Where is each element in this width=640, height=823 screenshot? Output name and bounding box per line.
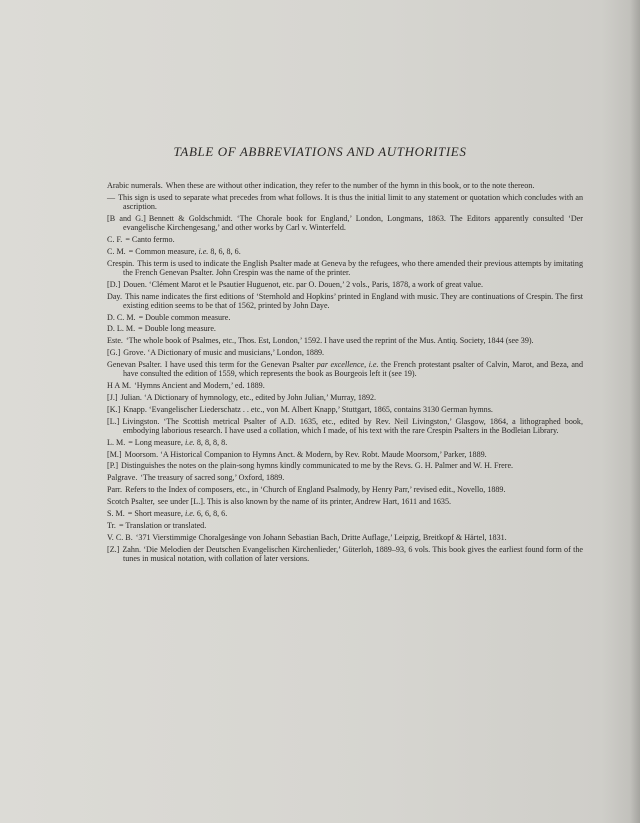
abbreviation-text: When these are without other indication, they refer to the number of the hymn in this book, or to the note thereon. [165,181,535,190]
abbreviation-key: Parr. [107,485,123,495]
abbreviation-key: H A M. [107,381,132,391]
abbreviation-key: [Z.] [107,544,120,554]
abbreviations-list [107,181,583,566]
abbreviation-entry [107,521,583,530]
abbreviation-text: = Translation or translated. [118,520,207,530]
abbreviation-text-tail: 6, 6, 8, 6. [196,509,228,519]
abbreviation-key: D. L. M. [107,324,136,334]
abbreviation-entry [107,533,583,542]
abbreviation-text: Zahn. ‘Die Melodien der Deutschen Evangelischen Kirchenlieder,’ Güterloh, 1889–93, 6 vols. This book gives the earliest found form of the tunes in musical notation, with collation of later versions. [122,544,583,563]
abbreviation-key: [M.] [107,449,122,459]
abbreviation-entry [107,405,583,414]
abbreviation-entry [107,181,583,190]
abbreviation-key: V. C. B. [107,532,133,542]
abbreviation-text-tail: the French protestant psalter of Calvin, Marot, and Beza, and have consulted the edition of 1559, which represents the book as Bourgeois left it (see 19). [123,360,584,379]
abbreviation-entry [107,259,583,277]
abbreviation-text: Douen. ‘Clément Marot et le Psautier Huguenot, etc. par O. Douen,’ 2 vols., Paris, 1878, a work of great value. [123,279,483,289]
abbreviation-text: = Double long measure. [138,324,216,334]
abbreviation-key: Crespin. [107,258,135,268]
abbreviation-entry [107,545,583,563]
abbreviation-key: [L.] [107,416,120,426]
abbreviation-entry [107,417,583,435]
abbreviation-key: Tr. [107,520,116,530]
abbreviation-entry [107,280,583,289]
abbreviation-entry [107,509,583,518]
page-edge-shadow [630,0,640,823]
abbreviation-key: Arabic numerals. [107,181,163,190]
abbreviation-entry [107,438,583,447]
abbreviation-text: Julian. ‘A Dictionary of hymnology, etc., edited by John Julian,’ Murray, 1892. [120,392,377,402]
abbreviation-text: = Double common measure. [138,312,231,322]
abbreviation-entry [107,360,583,378]
abbreviation-entry [107,235,583,244]
abbreviation-key: [P.] [107,461,119,471]
abbreviation-text: Livingston. ‘The Scottish metrical Psalter of A.D. 1635, etc., edited by Rev. Neil Livingston,’ Glasgow, 1864, a lithographed book, embodying laborious research. I have used a collation, which I made, of his text with the rare Crespin Psalters in the Bodleian Library. [122,416,583,435]
abbreviation-text: This sign is used to separate what precedes from what follows. It is thus the initial limit to any statement or quotation which concludes with an ascription. [118,192,583,211]
abbreviation-text: This term is used to indicate the English Psalter made at Geneva by the refugees, who there amended their previous attempts by imitating the French Genevan Psalter. John Crespin was the name of the printer. [123,258,583,277]
abbreviation-entry [107,381,583,390]
abbreviation-key: [J.] [107,392,118,402]
abbreviation-key: D. C. M. [107,312,136,322]
abbreviation-entry [107,193,583,211]
abbreviation-entry [107,336,583,345]
abbreviation-text: Bennett & Goldschmidt. ‘The Chorale book for England,’ London, Longmans, 1863. The Editors apparently consulted ‘Der evangelische Kirchengesang,’ and other works by Carl v. Winterfeld. [123,213,583,232]
abbreviation-text-tail: 8, 6, 8, 6. [210,246,241,256]
abbreviation-key: Este. [107,336,123,346]
abbreviation-text: see under [L.]. This is also known by the name of its printer, Andrew Hart, 1611 and 1635. [157,497,452,507]
abbreviation-entry [107,393,583,402]
abbreviation-italic: par excellence, i.e. [316,360,379,370]
abbreviation-entry [107,348,583,357]
abbreviation-text: = Common measure, [128,246,197,256]
abbreviation-text: This name indicates the first editions of ‘Sternhold and Hopkins’ printed in England with music. They are continuations of Crespin. The first existing edition seems to be that of 1562, printed by John Daye. [123,291,583,310]
abbreviation-key: Day. [107,291,122,301]
abbreviation-text: = Short measure, [127,509,183,519]
abbreviation-key: [B and G.] [107,213,146,223]
abbreviation-key: S. M. [107,509,125,519]
abbreviation-text: = Long measure, [128,437,183,447]
abbreviation-italic: i.e. [184,509,195,519]
abbreviation-text: Distinguishes the notes on the plain-song hymns kindly communicated to me by the Revs. G. H. Palmer and W. H. Frere. [121,461,514,471]
abbreviation-entry [107,324,583,333]
abbreviation-entry [107,292,583,310]
abbreviation-entry [107,497,583,506]
abbreviation-text: ‘Hymns Ancient and Modern,’ ed. 1889. [134,381,265,391]
abbreviation-text: ‘371 Vierstimmige Choralgesänge von Johann Sebastian Bach, Dritte Auflage,’ Leipzig, Breitkopf & Härtel, 1831. [135,532,507,542]
abbreviation-key: L. M. [107,437,126,447]
abbreviation-italic: i.e. [198,246,209,256]
abbreviation-key: [G.] [107,348,121,358]
abbreviation-text: ‘The treasury of sacred song,’ Oxford, 1889. [140,473,285,483]
abbreviation-text: = Canto fermo. [125,234,175,244]
abbreviation-key: C. F. [107,234,123,244]
abbreviation-text-tail: 8, 8, 8, 8. [196,437,228,447]
page-title: TABLE OF ABBREVIATIONS AND AUTHORITIES [173,144,467,159]
abbreviation-entry [107,473,583,482]
abbreviation-key: Scotch Psalter, [107,497,155,507]
abbreviation-key: [D.] [107,279,121,289]
abbreviation-entry [107,313,583,322]
abbreviation-text: Knapp. ‘Evangelischer Liederschatz . . etc., von M. Albert Knapp,’ Stuttgart, 1865, contains 3130 German hymns. [123,404,493,414]
abbreviation-text: Refers to the Index of composers, etc., in ‘Church of England Psalmody, by Henry Parr,’ revised edit., Novello, 1889. [125,485,506,495]
abbreviation-entry [107,214,583,232]
abbreviation-entry [107,461,583,470]
abbreviation-key: [K.] [107,404,121,414]
abbreviation-key: C. M. [107,246,126,256]
abbreviation-key: Genevan Psalter. [107,360,162,370]
abbreviation-key: Palgrave. [107,473,138,483]
abbreviation-key: — [107,192,116,202]
abbreviation-entry [107,485,583,494]
abbreviation-text: ‘The whole book of Psalmes, etc., Thos. Est, London,’ 1592. I have used the reprint of the Mus. Antiq. Society, 1844 (see 39). [125,336,534,346]
abbreviation-text: Grove. ‘A Dictionary of music and musicians,’ London, 1889. [123,348,325,358]
abbreviation-entry [107,450,583,459]
abbreviation-entry [107,247,583,256]
abbreviation-italic: i.e. [184,437,195,447]
abbreviation-text: Moorsom. ‘A Historical Companion to Hymns Anct. & Modern, by Rev. Robt. Maude Moorsom,’ Parker, 1889. [124,449,487,459]
abbreviation-text: I have used this term for the Genevan Psalter [164,360,315,370]
